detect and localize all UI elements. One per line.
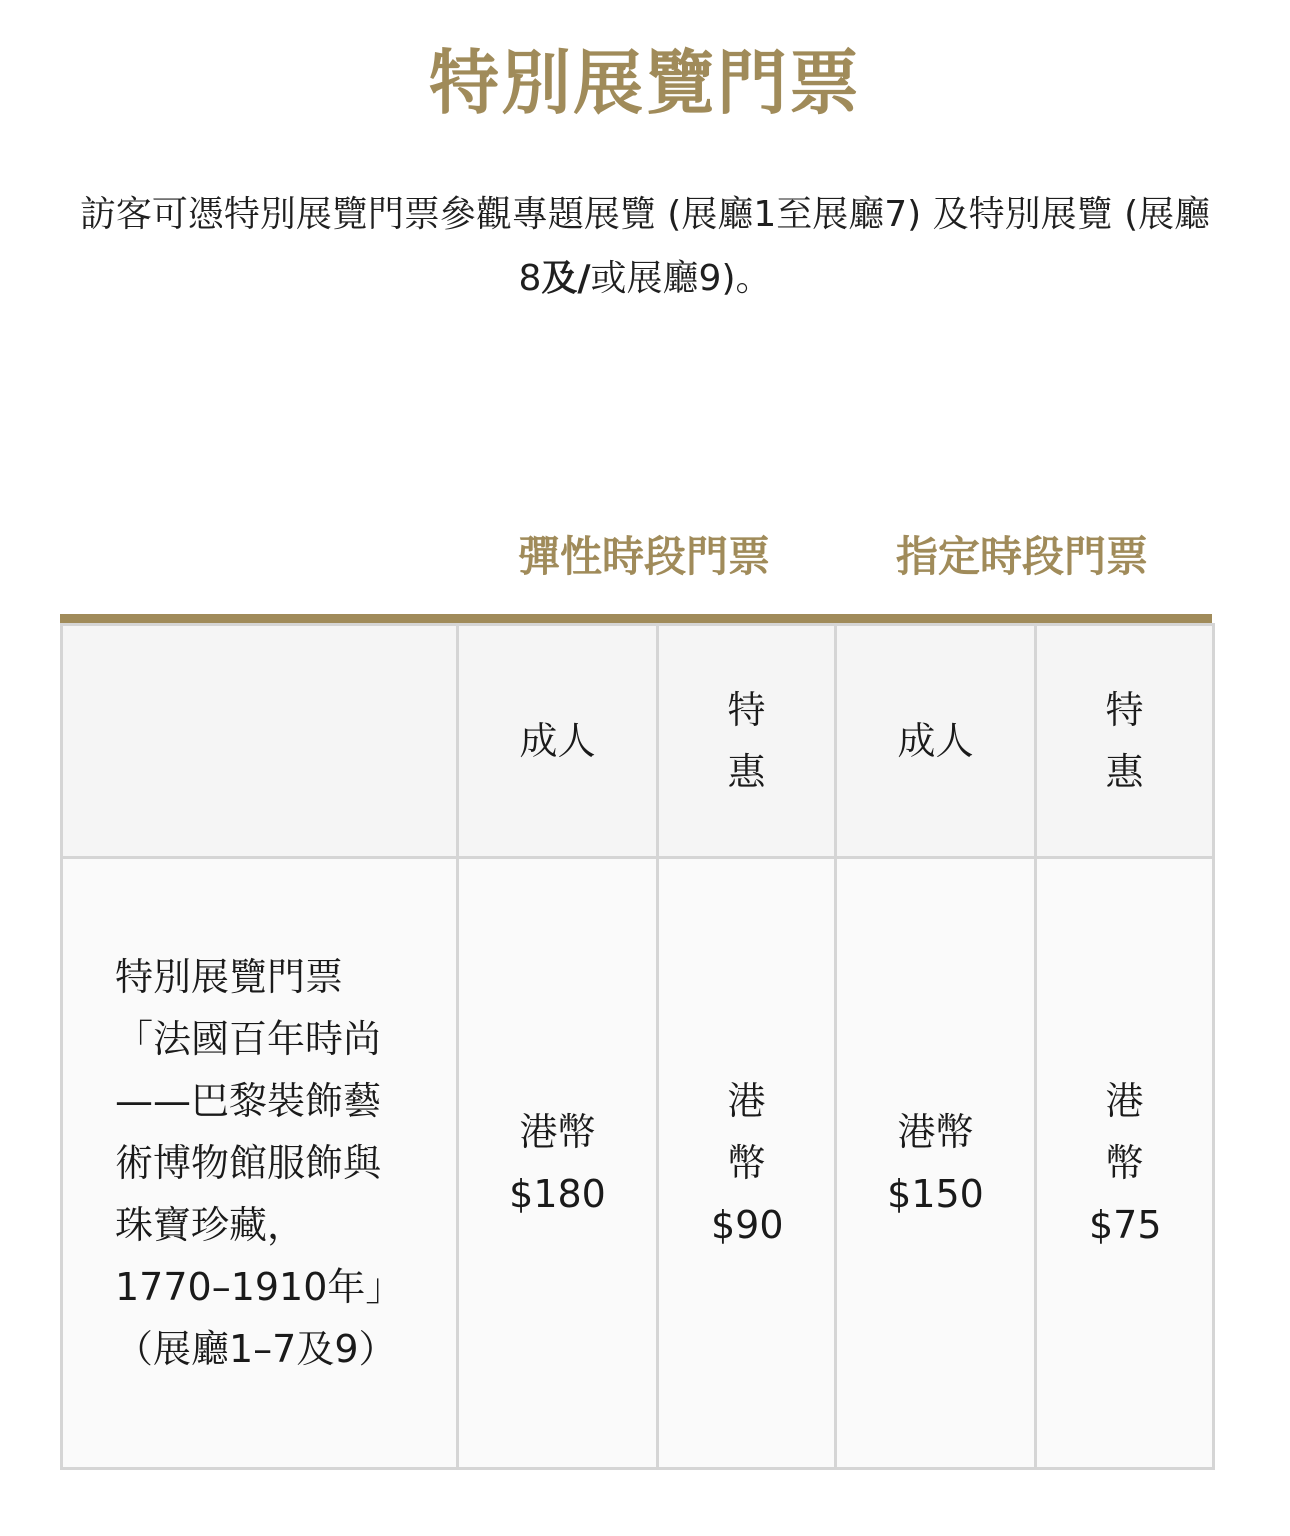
header-flex-adult: 成人 — [458, 625, 658, 858]
price-fixed-concession: 港幣 $75 — [1036, 858, 1214, 1469]
group-header-flexible: 彈性時段門票 — [517, 532, 770, 581]
table-row — [62, 858, 1214, 1469]
intro-text-part2: 或展廳9)。 — [590, 258, 772, 299]
page-title: 特別展覽門票 — [429, 42, 861, 124]
price-fixed-adult: 港幣 $150 — [836, 858, 1036, 1469]
intro-text — [70, 183, 1220, 311]
intro-text-part1: 訪客可憑特別展覽門票參觀專題展覽 (展廳1至展廳7) 及特別展覽 (展廳8 — [79, 194, 1211, 299]
header-fixed-concession: 特惠 — [1036, 625, 1214, 858]
intro-text-bold: 及/ — [541, 258, 591, 299]
price-flex-adult: 港幣 $180 — [458, 858, 658, 1469]
ticket-name-cell: 特別展覽門票「法國百年時尚——巴黎裝飾藝術博物館服飾與珠寶珍藏，1770–1910年」（展廳1–7及9） — [62, 858, 458, 1469]
table-top-bar — [60, 614, 1212, 623]
group-header-fixed: 指定時段門票 — [895, 532, 1148, 581]
table-header-row — [62, 625, 1214, 858]
header-empty-cell — [62, 625, 458, 858]
header-flex-concession: 特惠 — [658, 625, 836, 858]
header-fixed-adult: 成人 — [836, 625, 1036, 858]
price-flex-concession: 港幣 $90 — [658, 858, 836, 1469]
price-table-container — [60, 614, 1212, 1470]
price-table — [60, 623, 1215, 1470]
